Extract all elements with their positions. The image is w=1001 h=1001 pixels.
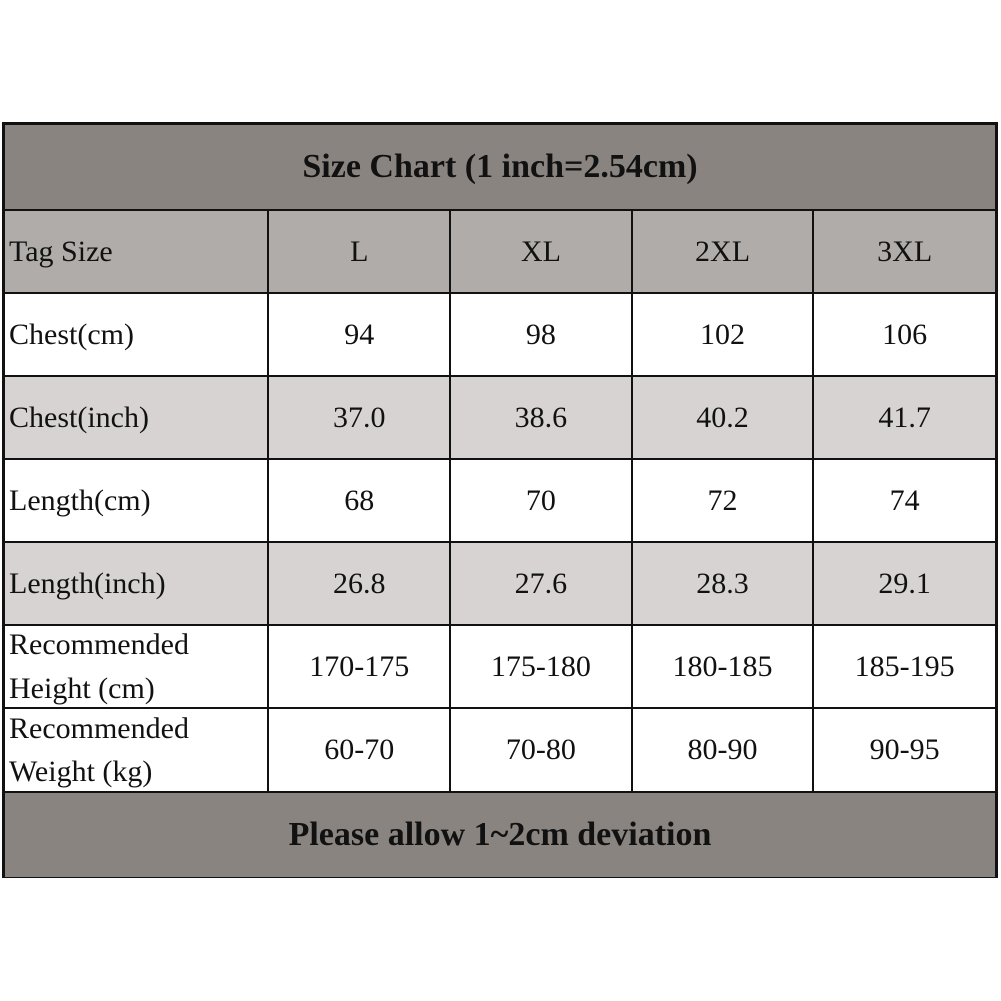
size-chart-table xyxy=(2,122,998,878)
table-cell: 68 xyxy=(267,460,449,541)
table-cell: 185-195 xyxy=(812,626,995,707)
table-cell: 26.8 xyxy=(267,543,449,624)
row-chest-inch xyxy=(5,375,995,458)
table-cell: 41.7 xyxy=(812,377,995,458)
header-row xyxy=(5,209,995,292)
table-cell: 28.3 xyxy=(631,543,813,624)
size-header-l: L xyxy=(267,211,449,292)
size-grid xyxy=(5,209,995,791)
table-cell: 27.6 xyxy=(449,543,631,624)
table-cell: 90-95 xyxy=(812,709,995,791)
row-label: Length(inch) xyxy=(9,566,166,600)
row-length-cm xyxy=(5,458,995,541)
deviation-note: Please allow 1~2cm deviation xyxy=(5,791,995,877)
table-cell: 180-185 xyxy=(631,626,813,707)
table-cell: 102 xyxy=(631,294,813,375)
row-label: Chest(inch) xyxy=(9,400,149,434)
chart-title: Size Chart (1 inch=2.54cm) xyxy=(5,125,995,209)
row-length-inch xyxy=(5,541,995,624)
table-cell: 170-175 xyxy=(267,626,449,707)
size-header-2xl: 2XL xyxy=(631,211,813,292)
table-cell: 40.2 xyxy=(631,377,813,458)
table-cell: 106 xyxy=(812,294,995,375)
table-cell: 70 xyxy=(449,460,631,541)
table-cell: 175-180 xyxy=(449,626,631,707)
row-recommended-weight xyxy=(5,707,995,791)
row-chest-cm xyxy=(5,292,995,375)
table-cell: 38.6 xyxy=(449,377,631,458)
table-cell: 80-90 xyxy=(631,709,813,791)
table-cell: 70-80 xyxy=(449,709,631,791)
row-recommended-height xyxy=(5,624,995,707)
table-cell: 74 xyxy=(812,460,995,541)
row-label: Recommended Weight (kg) xyxy=(9,711,189,788)
table-cell: 72 xyxy=(631,460,813,541)
row-label: Length(cm) xyxy=(9,483,151,517)
header-label: Tag Size xyxy=(9,234,113,268)
size-header-3xl: 3XL xyxy=(812,211,995,292)
table-cell: 98 xyxy=(449,294,631,375)
table-cell: 60-70 xyxy=(267,709,449,791)
row-label: Chest(cm) xyxy=(9,317,134,351)
size-header-xl: XL xyxy=(449,211,631,292)
table-cell: 37.0 xyxy=(267,377,449,458)
row-label: Recommended Height (cm) xyxy=(9,628,189,705)
table-cell: 94 xyxy=(267,294,449,375)
table-cell: 29.1 xyxy=(812,543,995,624)
